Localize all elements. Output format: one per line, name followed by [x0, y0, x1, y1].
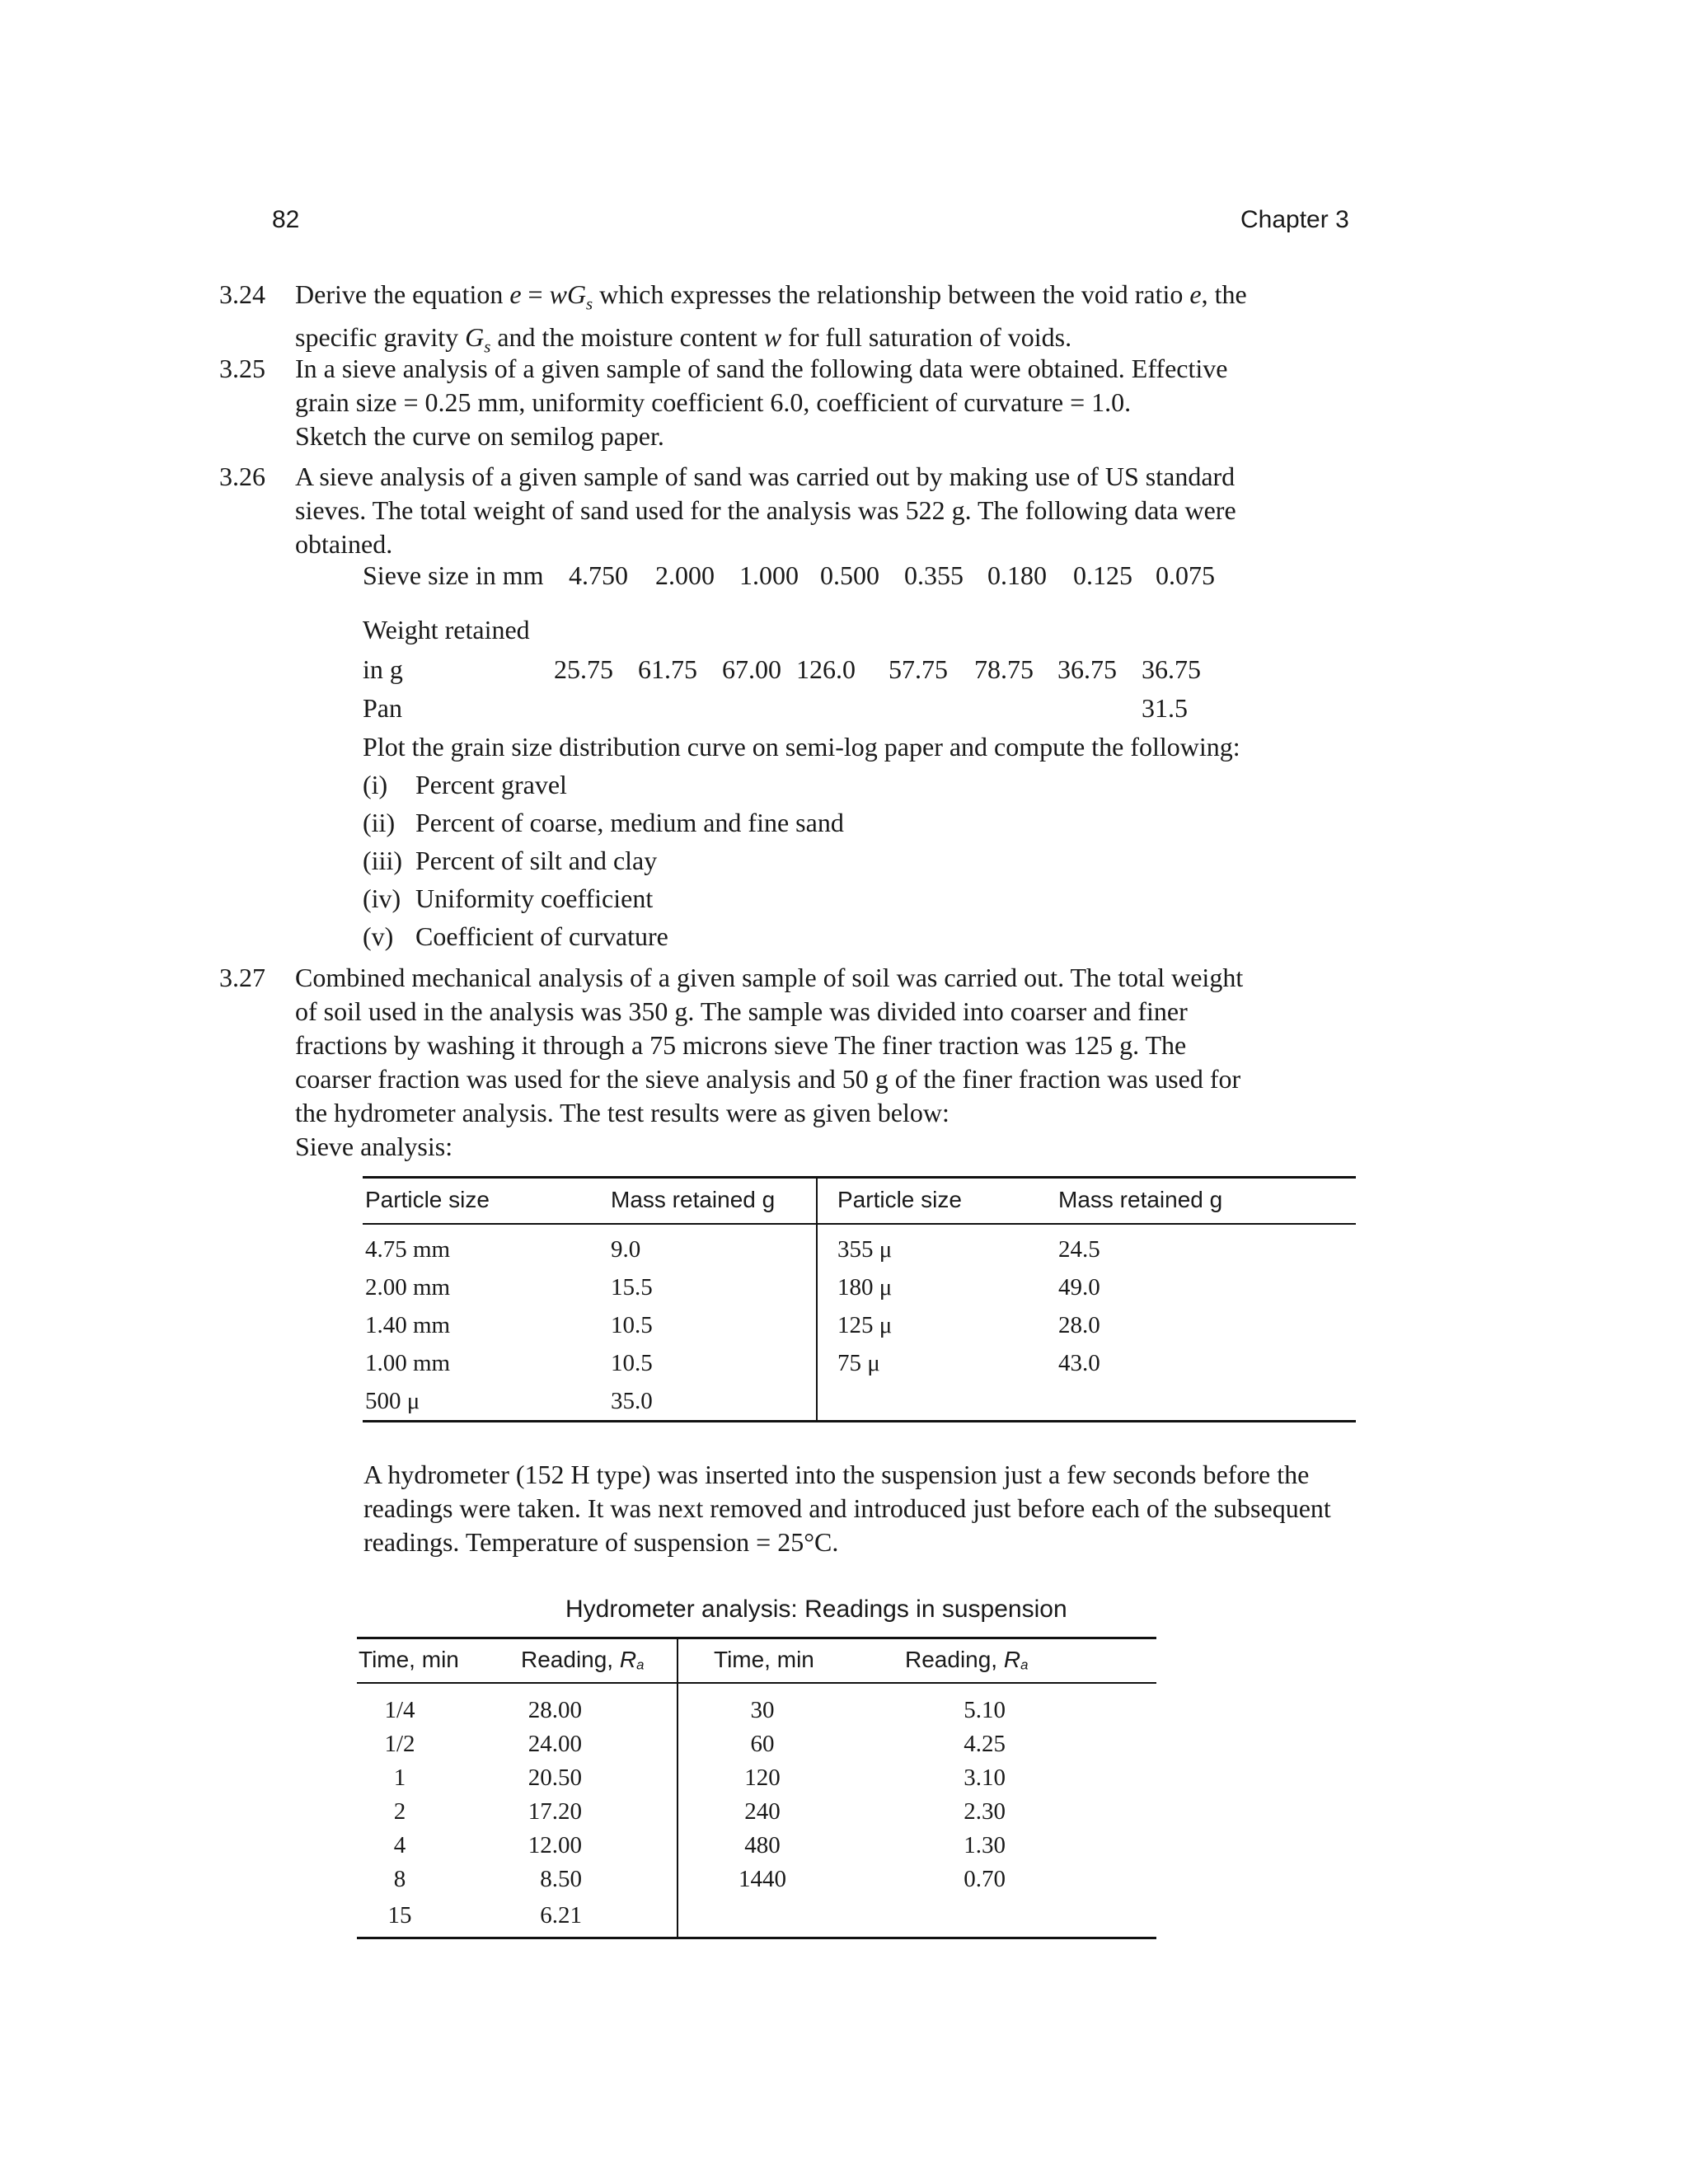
hydrometer-paragraph	[363, 1458, 1353, 1559]
weight-value: 25.75	[554, 654, 613, 684]
table-cell: 180 μ	[837, 1274, 893, 1301]
problem-text-line: Derive the equation $e = wG_s$ which expresses the relationship between the void ratio e, the	[295, 279, 1247, 314]
table-top-rule	[357, 1637, 1156, 1639]
table-header-rule	[363, 1223, 1356, 1225]
item-text: Percent of coarse, medium and fine sand	[415, 808, 844, 837]
table-cell: 75 μ	[837, 1350, 880, 1376]
table-cell: 3.10	[964, 1765, 1006, 1791]
weight-value: 67.00	[722, 654, 781, 684]
table-cell: 28.00	[528, 1697, 582, 1723]
item-number: (i)	[363, 770, 388, 799]
sieve-size-value: 0.180	[987, 560, 1047, 590]
table-cell: 4.25	[964, 1731, 1006, 1757]
column-header: Time, min	[714, 1647, 814, 1672]
problem-3-25	[219, 352, 1371, 453]
problem-number: 3.27	[219, 963, 265, 992]
weight-value: 36.75	[1057, 654, 1117, 684]
table-cell: 480	[744, 1832, 781, 1858]
problem-number: 3.24	[219, 279, 265, 309]
sieve-size-label: Sieve size in mm	[363, 560, 544, 590]
table-cell: 15.5	[611, 1274, 653, 1301]
table-cell: 12.00	[528, 1832, 582, 1858]
sieve-analysis-heading: Sieve analysis:	[295, 1132, 453, 1161]
weight-value: 78.75	[974, 654, 1034, 684]
problem-text-line: obtained.	[295, 529, 393, 559]
problem-text-line: sieves. The total weight of sand used for the analysis was 522 g. The following data were	[295, 495, 1236, 525]
table-cell: 1440	[738, 1866, 786, 1892]
table-bottom-rule	[363, 1420, 1356, 1422]
paragraph-line: readings. Temperature of suspension = 25°C.	[363, 1527, 839, 1557]
weight-value: 57.75	[889, 654, 948, 684]
item-number: (iv)	[363, 883, 401, 913]
paragraph-line: A hydrometer (152 H type) was inserted into the suspension just a few seconds before the	[363, 1460, 1310, 1489]
column-header: Particle size	[837, 1187, 962, 1212]
page-number: 82	[272, 206, 300, 233]
table-cell: 125 μ	[837, 1312, 893, 1338]
table-top-rule	[363, 1176, 1356, 1179]
table-cell: 355 μ	[837, 1236, 893, 1263]
table-cell: 240	[744, 1798, 781, 1825]
weight-value: 36.75	[1142, 654, 1201, 684]
problem-number: 3.26	[219, 462, 265, 491]
problem-number: 3.25	[219, 354, 265, 383]
table-cell: 1.30	[964, 1832, 1006, 1858]
table-cell: 4	[393, 1832, 406, 1858]
paragraph-line: readings were taken. It was next removed and introduced just before each of the subsequent	[363, 1493, 1331, 1523]
table-bottom-rule	[357, 1937, 1156, 1939]
problem-text-line: specific gravity $G_s$ and the moisture content w for full saturation of voids.	[295, 322, 1072, 357]
pan-label: Pan	[363, 693, 402, 723]
column-header: Mass retained g	[1058, 1187, 1223, 1212]
column-header: Reading, Ra	[905, 1647, 1029, 1673]
sieve-size-value: 1.000	[739, 560, 799, 590]
table-cell: 24.5	[1058, 1236, 1100, 1263]
table-cell: 1	[393, 1765, 406, 1791]
table-cell: 2.30	[964, 1798, 1006, 1825]
table-cell: 1.00 mm	[365, 1350, 451, 1376]
problem-text-line: A sieve analysis of a given sample of sand was carried out by making use of US standard	[295, 462, 1236, 491]
table-cell: 43.0	[1058, 1350, 1100, 1376]
column-header: Mass retained g	[611, 1187, 776, 1212]
table-cell: 0.70	[964, 1866, 1006, 1892]
table-cell: 1.40 mm	[365, 1312, 451, 1338]
column-header: Reading, Ra	[521, 1647, 645, 1673]
table-cell: 8.50	[540, 1866, 582, 1892]
problem-text-line: In a sieve analysis of a given sample of sand the following data were obtained. Effective	[295, 354, 1228, 383]
table-cell: 49.0	[1058, 1274, 1100, 1301]
problem-3-27	[219, 961, 1371, 1164]
item-number: (iii)	[363, 846, 402, 875]
problem-text-line: Combined mechanical analysis of a given sample of soil was carried out. The total weight	[295, 963, 1244, 992]
item-text: Coefficient of curvature	[415, 921, 668, 951]
table-cell: 28.0	[1058, 1312, 1100, 1338]
table-cell: 120	[744, 1765, 781, 1791]
table-cell: 8	[393, 1866, 406, 1892]
table-header-rule	[357, 1682, 1156, 1684]
problem-text-line: grain size = 0.25 mm, uniformity coefficient 6.0, coefficient of curvature = 1.0.	[295, 387, 1132, 417]
problem-3-24	[219, 278, 1371, 364]
pan-value: 31.5	[1142, 693, 1188, 723]
sieve-size-value: 0.075	[1156, 560, 1215, 590]
table-cell: 1/4	[384, 1697, 415, 1723]
weight-value: 126.0	[796, 654, 856, 684]
table-cell: 24.00	[528, 1731, 582, 1757]
table-cell: 500 μ	[365, 1388, 420, 1414]
weight-unit-label: in g	[363, 654, 403, 684]
plot-instruction: Plot the grain size distribution curve on semi-log paper and compute the following:	[363, 732, 1240, 762]
table-divider	[677, 1637, 678, 1938]
table-title: Hydrometer analysis: Readings in suspension	[565, 1596, 1067, 1623]
table-cell: 5.10	[964, 1697, 1006, 1723]
table-cell: 20.50	[528, 1765, 582, 1791]
item-text: Uniformity coefficient	[415, 883, 654, 913]
item-number: (v)	[363, 921, 394, 951]
problem-text-line: Sketch the curve on semilog paper.	[295, 421, 664, 451]
chapter-label: Chapter 3	[1240, 206, 1349, 233]
column-header: Particle size	[365, 1187, 490, 1212]
table-cell: 1/2	[384, 1731, 415, 1757]
sieve-size-value: 0.125	[1073, 560, 1132, 590]
table-cell: 4.75 mm	[365, 1236, 451, 1263]
problem-text-line: coarser fraction was used for the sieve analysis and 50 g of the finer fraction was used for	[295, 1064, 1241, 1094]
column-header: Time, min	[359, 1647, 459, 1672]
problem-text-line: fractions by washing it through a 75 microns sieve The finer traction was 125 g. The	[295, 1030, 1187, 1060]
sieve-size-value: 4.750	[569, 560, 628, 590]
weight-label: Weight retained	[363, 615, 530, 644]
table-cell: 9.0	[611, 1236, 641, 1263]
table-cell: 6.21	[540, 1902, 582, 1929]
problem-text-line: the hydrometer analysis. The test results were as given below:	[295, 1098, 950, 1127]
sieve-size-value: 0.500	[820, 560, 879, 590]
table-cell: 15	[387, 1902, 412, 1929]
table-cell: 2.00 mm	[365, 1274, 451, 1301]
problem-3-26	[219, 460, 1371, 561]
problem-text-line: of soil used in the analysis was 350 g. The sample was divided into coarser and finer	[295, 996, 1188, 1026]
table-cell: 2	[393, 1798, 406, 1825]
table-divider	[816, 1176, 818, 1422]
table-cell: 30	[750, 1697, 775, 1723]
sieve-size-value: 0.355	[904, 560, 964, 590]
weight-value: 61.75	[638, 654, 697, 684]
table-cell: 10.5	[611, 1312, 653, 1338]
item-text: Percent of silt and clay	[415, 846, 658, 875]
table-cell: 60	[750, 1731, 775, 1757]
sieve-size-value: 2.000	[655, 560, 715, 590]
table-cell: 17.20	[528, 1798, 582, 1825]
item-number: (ii)	[363, 808, 396, 837]
item-text: Percent gravel	[415, 770, 567, 799]
table-cell: 35.0	[611, 1388, 653, 1414]
table-cell: 10.5	[611, 1350, 653, 1376]
